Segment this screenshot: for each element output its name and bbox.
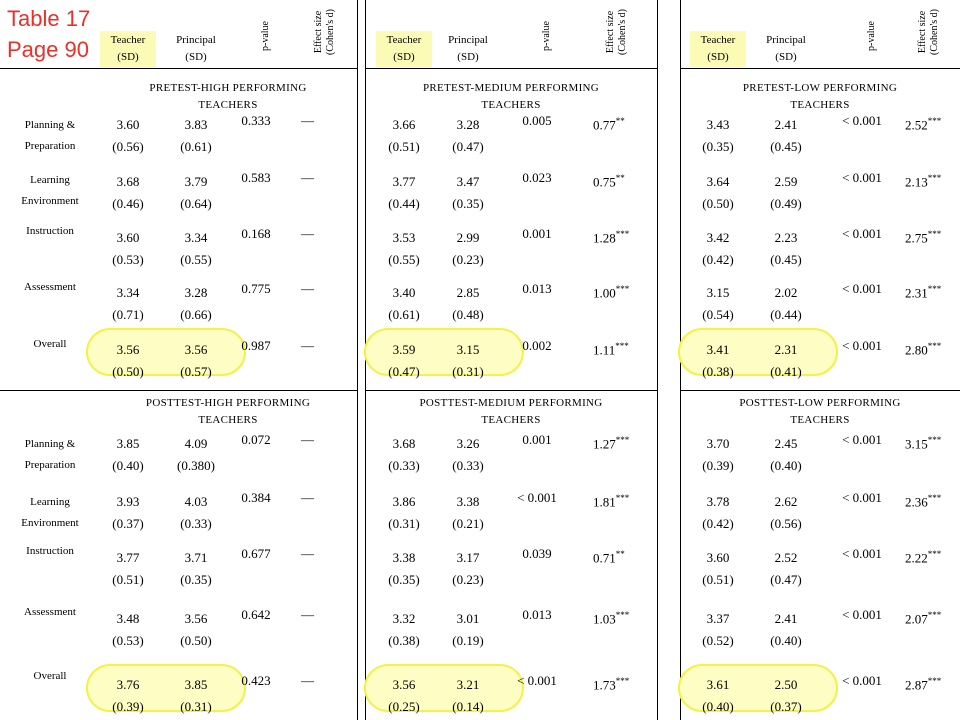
effect-size xyxy=(301,546,314,562)
principal-sd-label: (SD) xyxy=(775,51,797,63)
row-label: Instruction xyxy=(26,545,74,557)
effect-size-value: — xyxy=(301,490,314,505)
teacher-value: 3.41 xyxy=(706,342,730,357)
teacher-sd: (0.42) xyxy=(702,516,734,531)
effect-size-value: 1.27 xyxy=(593,436,616,452)
p-value: < 0.001 xyxy=(842,490,882,505)
section-divider-rule xyxy=(0,390,357,391)
principal-value: 3.79 xyxy=(184,174,208,189)
effect-size-value: 0.75 xyxy=(593,174,616,190)
significance-marker: *** xyxy=(927,676,942,686)
header-rule xyxy=(680,68,960,69)
teacher-value: 3.68 xyxy=(392,436,416,451)
effect-size-value: 2.31 xyxy=(905,285,928,301)
principal-value: 4.09 xyxy=(184,436,208,451)
effect-size xyxy=(301,432,314,448)
teacher-sd: (0.50) xyxy=(702,196,734,211)
effect-size xyxy=(301,490,314,506)
slide-label-line2: Page 90 xyxy=(7,37,89,62)
principal-value: 3.17 xyxy=(456,550,480,565)
effect-size-header-label: Effect size xyxy=(605,10,616,54)
effect-size xyxy=(301,673,314,689)
p-value: < 0.001 xyxy=(842,226,882,241)
principal-sd: (0.49) xyxy=(770,196,802,211)
teacher-value: 3.66 xyxy=(392,117,416,132)
pvalue-header-label: p-value xyxy=(260,21,271,51)
significance-marker: ** xyxy=(615,116,625,126)
principal-value: 2.41 xyxy=(774,117,798,132)
section-title: POSTTEST-HIGH PERFORMING xyxy=(145,397,311,409)
teacher-sd: (0.35) xyxy=(702,139,734,154)
teacher-sd: (0.71) xyxy=(112,307,144,322)
principal-sd: (0.380) xyxy=(177,458,215,473)
section-title-sub: TEACHERS xyxy=(481,99,541,111)
principal-value: 3.38 xyxy=(456,494,480,509)
principal-value: 2.02 xyxy=(774,285,798,300)
effect-size-value: — xyxy=(301,226,314,241)
effect-size xyxy=(593,113,625,133)
pvalue-header-label: p-value xyxy=(866,21,877,51)
header-rule xyxy=(0,68,357,69)
teacher-sd: (0.42) xyxy=(702,252,734,267)
section-title-sub: TEACHERS xyxy=(198,414,258,426)
effect-size xyxy=(593,432,629,452)
effect-size xyxy=(593,490,629,510)
principal-value: 2.50 xyxy=(774,677,798,692)
significance-marker: *** xyxy=(927,229,942,239)
effect-size-value: 1.73 xyxy=(593,677,616,693)
teacher-sd: (0.33) xyxy=(388,458,420,473)
principal-header-label: Principal xyxy=(766,34,806,46)
principal-value: 3.01 xyxy=(456,611,480,626)
effect-size xyxy=(905,673,941,693)
principal-value: 2.52 xyxy=(774,550,798,565)
significance-marker: *** xyxy=(615,435,630,445)
row-label: Overall xyxy=(33,670,67,682)
significance-marker: *** xyxy=(615,676,630,686)
significance-marker: *** xyxy=(615,229,630,239)
effect-size-value: 1.28 xyxy=(593,230,616,246)
teacher-value: 3.43 xyxy=(706,117,730,132)
principal-sd: (0.66) xyxy=(180,307,212,322)
teacher-sd: (0.56) xyxy=(112,139,144,154)
p-value: < 0.001 xyxy=(842,281,882,296)
teacher-sd: (0.31) xyxy=(388,516,420,531)
effect-size xyxy=(301,113,314,129)
teacher-sd: (0.55) xyxy=(388,252,420,267)
effect-size xyxy=(593,607,629,627)
teacher-sd: (0.39) xyxy=(702,458,734,473)
section-title: PRETEST-LOW PERFORMING xyxy=(742,82,898,94)
principal-value: 2.62 xyxy=(774,494,798,509)
principal-sd: (0.50) xyxy=(180,633,212,648)
teacher-sd: (0.46) xyxy=(112,196,144,211)
effect-size-header-label: Effect size xyxy=(917,10,928,54)
effect-size-value: 1.03 xyxy=(593,611,616,627)
p-value: 0.013 xyxy=(522,281,552,296)
teacher-sd-label: (SD) xyxy=(117,51,139,63)
effect-size xyxy=(301,226,314,242)
section-divider-rule xyxy=(365,390,657,391)
p-value: 0.013 xyxy=(522,607,552,622)
significance-marker: *** xyxy=(615,341,629,351)
teacher-value: 3.61 xyxy=(706,677,730,692)
p-value: 0.002 xyxy=(522,338,552,353)
teacher-value: 3.93 xyxy=(116,494,140,509)
significance-marker: *** xyxy=(927,116,942,126)
p-value: 0.001 xyxy=(522,226,552,241)
effect-size-value: — xyxy=(301,170,314,185)
principal-value: 3.71 xyxy=(184,550,208,565)
effect-size-header-sub: (Cohen's d) xyxy=(325,9,336,55)
section-title-sub: TEACHERS xyxy=(790,99,850,111)
principal-sd: (0.45) xyxy=(770,252,802,267)
principal-sd: (0.33) xyxy=(452,458,484,473)
teacher-value: 3.40 xyxy=(392,285,416,300)
effect-size-header-sub: (Cohen's d) xyxy=(617,9,628,55)
principal-sd: (0.48) xyxy=(452,307,484,322)
principal-sd: (0.21) xyxy=(452,516,484,531)
principal-sd-label: (SD) xyxy=(457,51,479,63)
teacher-value: 3.60 xyxy=(706,550,730,565)
teacher-value: 3.38 xyxy=(392,550,416,565)
principal-sd: (0.40) xyxy=(770,633,802,648)
row-label: Assessment xyxy=(24,606,76,618)
effect-size-value: 1.11 xyxy=(593,342,616,358)
p-value: 0.023 xyxy=(522,170,552,185)
significance-marker: ** xyxy=(615,173,625,183)
teacher-value: 3.48 xyxy=(116,611,140,626)
teacher-sd: (0.51) xyxy=(112,572,144,587)
teacher-sd: (0.38) xyxy=(702,364,734,379)
principal-value: 2.31 xyxy=(774,342,798,357)
teacher-sd: (0.50) xyxy=(112,364,144,379)
column-divider xyxy=(657,0,658,720)
effect-size xyxy=(593,673,629,693)
principal-value: 2.59 xyxy=(774,174,798,189)
p-value: 0.384 xyxy=(241,490,271,505)
teacher-value: 3.56 xyxy=(116,342,140,357)
effect-size-header-label: Effect size xyxy=(313,10,324,54)
principal-sd: (0.44) xyxy=(770,307,802,322)
row-label-sub: Environment xyxy=(21,517,79,529)
effect-size-value: 2.07 xyxy=(905,611,928,627)
effect-size xyxy=(593,226,629,246)
p-value: < 0.001 xyxy=(842,432,882,447)
p-value: 0.001 xyxy=(522,432,552,447)
effect-size-value: 2.87 xyxy=(905,677,928,693)
principal-value: 2.23 xyxy=(774,230,798,245)
p-value: 0.987 xyxy=(241,338,271,353)
effect-size-value: — xyxy=(301,338,314,353)
teacher-value: 3.56 xyxy=(392,677,416,692)
effect-size-value: 2.36 xyxy=(905,494,928,510)
teacher-value: 3.68 xyxy=(116,174,140,189)
principal-value: 3.83 xyxy=(184,117,208,132)
principal-sd: (0.55) xyxy=(180,252,212,267)
significance-marker: *** xyxy=(927,493,942,503)
principal-sd: (0.47) xyxy=(770,572,802,587)
teacher-sd: (0.35) xyxy=(388,572,420,587)
principal-sd: (0.35) xyxy=(180,572,212,587)
principal-value: 2.41 xyxy=(774,611,798,626)
section-title: POSTTEST-LOW PERFORMING xyxy=(739,397,901,409)
p-value: < 0.001 xyxy=(517,673,557,688)
p-value: < 0.001 xyxy=(842,607,882,622)
p-value: 0.677 xyxy=(241,546,271,561)
significance-marker: *** xyxy=(615,493,630,503)
p-value: < 0.001 xyxy=(517,490,557,505)
teacher-sd: (0.51) xyxy=(702,572,734,587)
principal-value: 3.56 xyxy=(184,611,208,626)
effect-size-value: 2.52 xyxy=(905,117,928,133)
effect-size-value: 2.22 xyxy=(905,550,928,566)
principal-sd: (0.23) xyxy=(452,572,484,587)
teacher-sd: (0.38) xyxy=(388,633,420,648)
principal-value: 3.34 xyxy=(184,230,208,245)
teacher-sd: (0.53) xyxy=(112,633,144,648)
significance-marker: ** xyxy=(615,549,625,559)
effect-size xyxy=(593,338,629,358)
teacher-value: 3.34 xyxy=(116,285,140,300)
effect-size-value: — xyxy=(301,113,314,128)
teacher-value: 3.70 xyxy=(706,436,730,451)
principal-sd: (0.41) xyxy=(770,364,802,379)
slide-label-line1: Table 17 xyxy=(7,6,91,31)
p-value: 0.775 xyxy=(241,281,271,296)
effect-size xyxy=(905,113,941,133)
principal-value: 2.99 xyxy=(456,230,480,245)
teacher-sd-label: (SD) xyxy=(707,51,729,63)
section-title: PRETEST-MEDIUM PERFORMING xyxy=(422,82,600,94)
principal-sd: (0.14) xyxy=(452,699,484,714)
teacher-sd-label: (SD) xyxy=(393,51,415,63)
teacher-sd: (0.61) xyxy=(388,307,420,322)
principal-sd: (0.31) xyxy=(452,364,484,379)
teacher-value: 3.86 xyxy=(392,494,416,509)
section-title-sub: TEACHERS xyxy=(481,414,541,426)
principal-value: 2.45 xyxy=(774,436,798,451)
significance-marker: *** xyxy=(927,341,942,351)
teacher-value: 3.76 xyxy=(116,677,140,692)
row-label: Learning xyxy=(30,174,70,186)
effect-size xyxy=(593,546,625,566)
p-value: < 0.001 xyxy=(842,170,882,185)
effect-size-value: — xyxy=(301,281,314,296)
row-label: Instruction xyxy=(26,225,74,237)
principal-value: 2.85 xyxy=(456,285,480,300)
effect-size-value: — xyxy=(301,607,314,622)
principal-sd: (0.33) xyxy=(180,516,212,531)
principal-header-label: Principal xyxy=(176,34,216,46)
teacher-sd: (0.37) xyxy=(112,516,144,531)
teacher-sd: (0.52) xyxy=(702,633,734,648)
p-value: 0.039 xyxy=(522,546,552,561)
significance-marker: *** xyxy=(615,610,630,620)
teacher-sd: (0.47) xyxy=(388,364,420,379)
significance-marker: *** xyxy=(927,549,942,559)
teacher-value: 3.60 xyxy=(116,230,140,245)
teacher-value: 3.53 xyxy=(392,230,416,245)
teacher-sd: (0.44) xyxy=(388,196,420,211)
teacher-value: 3.60 xyxy=(116,117,140,132)
row-label: Overall xyxy=(33,338,67,350)
principal-sd: (0.37) xyxy=(770,699,802,714)
teacher-header-label: Teacher xyxy=(386,34,422,46)
p-value: 0.333 xyxy=(241,113,271,128)
row-label: Planning & xyxy=(24,438,76,450)
effect-size-value: 0.77 xyxy=(593,117,616,133)
principal-value: 3.21 xyxy=(456,677,480,692)
p-value: 0.168 xyxy=(241,226,271,241)
effect-size xyxy=(905,338,941,358)
p-value: < 0.001 xyxy=(842,338,882,353)
effect-size-value: 2.13 xyxy=(905,174,928,190)
principal-sd: (0.61) xyxy=(180,139,212,154)
teacher-sd: (0.25) xyxy=(388,699,420,714)
effect-size-value: 2.80 xyxy=(905,342,928,358)
principal-value: 3.26 xyxy=(456,436,480,451)
effect-size-value: — xyxy=(301,432,314,447)
significance-marker: *** xyxy=(927,173,942,183)
effect-size-header-sub: (Cohen's d) xyxy=(929,9,940,55)
teacher-sd: (0.39) xyxy=(112,699,144,714)
significance-marker: *** xyxy=(927,284,942,294)
section-title: POSTTEST-MEDIUM PERFORMING xyxy=(419,397,603,409)
teacher-value: 3.64 xyxy=(706,174,730,189)
teacher-value: 3.85 xyxy=(116,436,140,451)
effect-size xyxy=(593,170,625,190)
effect-size-value: — xyxy=(301,673,314,688)
teacher-header-label: Teacher xyxy=(700,34,736,46)
principal-value: 3.15 xyxy=(456,342,480,357)
effect-size-value: 2.75 xyxy=(905,230,928,246)
principal-sd: (0.31) xyxy=(180,699,212,714)
teacher-header-label: Teacher xyxy=(110,34,146,46)
effect-size-value: 1.00 xyxy=(593,285,616,301)
principal-value: 3.85 xyxy=(184,677,208,692)
principal-sd: (0.40) xyxy=(770,458,802,473)
principal-sd: (0.35) xyxy=(452,196,484,211)
effect-size xyxy=(905,281,941,301)
principal-value: 4.03 xyxy=(184,494,208,509)
section-title: PRETEST-HIGH PERFORMING xyxy=(149,82,307,94)
p-value: < 0.001 xyxy=(842,113,882,128)
header-rule xyxy=(365,68,657,69)
teacher-sd: (0.51) xyxy=(388,139,420,154)
teacher-value: 3.77 xyxy=(392,174,416,189)
significance-marker: *** xyxy=(615,284,630,294)
row-label-sub: Preparation xyxy=(24,140,76,152)
row-label: Planning & xyxy=(24,119,76,131)
row-label: Learning xyxy=(30,496,70,508)
teacher-value: 3.15 xyxy=(706,285,730,300)
p-value: 0.583 xyxy=(241,170,271,185)
principal-sd: (0.57) xyxy=(180,364,212,379)
principal-sd: (0.45) xyxy=(770,139,802,154)
teacher-sd: (0.40) xyxy=(702,699,734,714)
principal-sd: (0.56) xyxy=(770,516,802,531)
p-value: 0.072 xyxy=(241,432,271,447)
section-divider-rule xyxy=(680,390,960,391)
principal-value: 3.56 xyxy=(184,342,208,357)
teacher-value: 3.32 xyxy=(392,611,416,626)
effect-size-value: — xyxy=(301,546,314,561)
effect-size xyxy=(301,338,314,354)
principal-sd-label: (SD) xyxy=(185,51,207,63)
teacher-value: 3.59 xyxy=(392,342,416,357)
effect-size xyxy=(905,607,941,627)
effect-size xyxy=(905,490,941,510)
principal-value: 3.28 xyxy=(456,117,480,132)
principal-value: 3.28 xyxy=(184,285,208,300)
effect-size xyxy=(905,170,941,190)
effect-size-value: 0.71 xyxy=(593,550,616,566)
section-title-sub: TEACHERS xyxy=(198,99,258,111)
teacher-value: 3.42 xyxy=(706,230,730,245)
row-label-sub: Preparation xyxy=(24,459,76,471)
principal-value: 3.47 xyxy=(456,174,480,189)
section-title-sub: TEACHERS xyxy=(790,414,850,426)
effect-size xyxy=(905,546,941,566)
p-value: < 0.001 xyxy=(842,546,882,561)
pvalue-header-label: p-value xyxy=(541,21,552,51)
effect-size xyxy=(905,226,941,246)
teacher-sd: (0.40) xyxy=(112,458,144,473)
effect-size xyxy=(301,170,314,186)
principal-sd: (0.47) xyxy=(452,139,484,154)
principal-header-label: Principal xyxy=(448,34,488,46)
row-label-sub: Environment xyxy=(21,195,79,207)
p-value: 0.423 xyxy=(241,673,271,688)
effect-size xyxy=(301,607,314,623)
effect-size-value: 3.15 xyxy=(905,436,928,452)
principal-sd: (0.19) xyxy=(452,633,484,648)
significance-marker: *** xyxy=(927,610,942,620)
row-label: Assessment xyxy=(24,281,76,293)
teacher-value: 3.37 xyxy=(706,611,730,626)
significance-marker: *** xyxy=(927,435,942,445)
teacher-sd: (0.54) xyxy=(702,307,734,322)
p-value: 0.005 xyxy=(522,113,552,128)
effect-size-value: 1.81 xyxy=(593,494,616,510)
teacher-value: 3.77 xyxy=(116,550,140,565)
principal-sd: (0.23) xyxy=(452,252,484,267)
teacher-value: 3.78 xyxy=(706,494,730,509)
teacher-sd: (0.53) xyxy=(112,252,144,267)
effect-size xyxy=(593,281,629,301)
principal-sd: (0.64) xyxy=(180,196,212,211)
effect-size xyxy=(301,281,314,297)
effect-size xyxy=(905,432,941,452)
p-value: 0.642 xyxy=(241,607,271,622)
p-value: < 0.001 xyxy=(842,673,882,688)
